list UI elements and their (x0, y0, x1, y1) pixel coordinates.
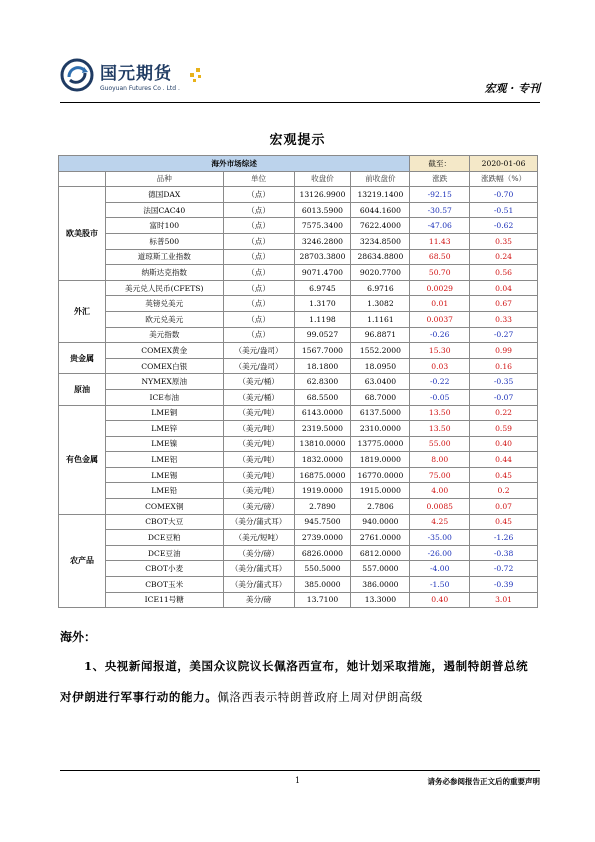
prev-close-cell: 9020.7700 (351, 265, 410, 281)
unit-cell: （美元/吨） (223, 405, 294, 421)
page-number: 1 (294, 776, 301, 785)
prev-close-cell: 940.0000 (351, 514, 410, 530)
table-row (59, 483, 538, 499)
close-price-cell: 16875.0000 (294, 467, 351, 483)
change-cell: 50.70 (410, 265, 470, 281)
table-row (59, 343, 538, 359)
unit-cell: （点） (223, 296, 294, 312)
change-pct-cell: 0.67 (470, 296, 538, 312)
close-price-cell: 6.9745 (294, 280, 351, 296)
table-row (59, 280, 538, 296)
table-row (59, 218, 538, 234)
instrument-cell: 美元指数 (105, 327, 223, 343)
change-cell: 0.0085 (410, 499, 470, 515)
close-price-cell: 2739.0000 (294, 530, 351, 546)
unit-cell: （美元/磅） (223, 499, 294, 515)
change-cell: -26.00 (410, 545, 470, 561)
category-cell: 欧美股市 (59, 187, 106, 281)
column-header: 品种 (105, 171, 223, 187)
change-cell: 11.43 (410, 233, 470, 249)
unit-cell: （美分/蒲式耳） (223, 577, 294, 593)
close-price-cell: 13126.9900 (294, 187, 351, 203)
instrument-cell: DCE豆油 (105, 545, 223, 561)
unit-cell: （点） (223, 327, 294, 343)
instrument-cell: CBOT小麦 (105, 561, 223, 577)
instrument-cell: 法国CAC40 (105, 202, 223, 218)
instrument-cell: LME镍 (105, 436, 223, 452)
paragraph-bold-text: 1、央视新闻报道，美国众议院议长佩洛西宣布，她计划采取措施，遏制特朗普总统对伊朗进行军事行动的能力。 (60, 659, 529, 704)
change-pct-cell: -0.07 (470, 389, 538, 405)
change-cell: 68.50 (410, 249, 470, 265)
instrument-cell: LME铅 (105, 483, 223, 499)
close-price-cell: 550.5000 (294, 561, 351, 577)
prev-close-cell: 6044.1600 (351, 202, 410, 218)
prev-close-cell: 1.1161 (351, 311, 410, 327)
close-price-cell: 1567.7000 (294, 343, 351, 359)
change-pct-cell: 0.59 (470, 421, 538, 437)
close-price-cell: 13810.0000 (294, 436, 351, 452)
unit-cell: （美分/磅） (223, 545, 294, 561)
close-price-cell: 68.5500 (294, 389, 351, 405)
change-cell: 55.00 (410, 436, 470, 452)
table-row (59, 265, 538, 281)
close-price-cell: 3246.2800 (294, 233, 351, 249)
change-pct-cell: 3.01 (470, 592, 538, 608)
change-pct-cell: 0.56 (470, 265, 538, 281)
prev-close-cell: 2310.0000 (351, 421, 410, 437)
instrument-cell: LME锡 (105, 467, 223, 483)
unit-cell: （美分/蒲式耳） (223, 561, 294, 577)
logo-cn-text: 国元期货 (100, 63, 172, 84)
table-row (59, 405, 538, 421)
prev-close-cell: 68.7000 (351, 389, 410, 405)
table-row (59, 296, 538, 312)
change-pct-cell: -0.39 (470, 577, 538, 593)
prev-close-cell: 2.7806 (351, 499, 410, 515)
close-price-cell: 7575.3400 (294, 218, 351, 234)
change-pct-cell: 0.33 (470, 311, 538, 327)
unit-cell: （点） (223, 218, 294, 234)
change-pct-cell: -0.51 (470, 202, 538, 218)
page-title: 宏观提示 (269, 133, 326, 148)
change-cell: -4.00 (410, 561, 470, 577)
prev-close-cell: 13.3000 (351, 592, 410, 608)
close-price-cell: 6143.0000 (294, 405, 351, 421)
table-row (59, 577, 538, 593)
instrument-cell: CBOT大豆 (105, 514, 223, 530)
close-price-cell: 13.7100 (294, 592, 351, 608)
close-price-cell: 18.1800 (294, 358, 351, 374)
instrument-cell: LME铜 (105, 405, 223, 421)
instrument-cell: LME铝 (105, 452, 223, 468)
unit-cell: （美元/吨） (223, 421, 294, 437)
unit-cell: （美元/盎司） (223, 343, 294, 359)
instrument-cell: COMEX黄金 (105, 343, 223, 359)
header-blank-cell (59, 171, 106, 187)
header-divider (60, 102, 540, 103)
column-header: 前收盘价 (351, 171, 410, 187)
instrument-cell: 富时100 (105, 218, 223, 234)
column-header: 涨跌 (410, 171, 470, 187)
prev-close-cell: 557.0000 (351, 561, 410, 577)
change-pct-cell: 0.16 (470, 358, 538, 374)
instrument-cell: COMEX白银 (105, 358, 223, 374)
prev-close-cell: 16770.0000 (351, 467, 410, 483)
date-value: 2020-01-06 (470, 156, 538, 172)
prev-close-cell: 13219.1400 (351, 187, 410, 203)
table-row (59, 311, 538, 327)
change-cell: 0.40 (410, 592, 470, 608)
body-paragraph (60, 651, 540, 713)
change-cell: 13.50 (410, 421, 470, 437)
unit-cell: （点） (223, 249, 294, 265)
close-price-cell: 1.1198 (294, 311, 351, 327)
column-header: 单位 (223, 171, 294, 187)
section-heading: 海外： (60, 630, 97, 644)
close-price-cell: 28703.3800 (294, 249, 351, 265)
table-row (59, 389, 538, 405)
close-price-cell: 945.7500 (294, 514, 351, 530)
close-price-cell: 1832.0000 (294, 452, 351, 468)
table-row (59, 545, 538, 561)
instrument-cell: 欧元兑美元 (105, 311, 223, 327)
change-pct-cell: 0.2 (470, 483, 538, 499)
change-cell: -30.57 (410, 202, 470, 218)
column-header: 收盘价 (294, 171, 351, 187)
unit-cell: （美元/桶） (223, 374, 294, 390)
change-cell: 4.00 (410, 483, 470, 499)
table-row (59, 233, 538, 249)
table-row (59, 530, 538, 546)
change-pct-cell: 0.40 (470, 436, 538, 452)
prev-close-cell: 386.0000 (351, 577, 410, 593)
change-cell: -1.50 (410, 577, 470, 593)
prev-close-cell: 1552.2000 (351, 343, 410, 359)
instrument-cell: CBOT玉米 (105, 577, 223, 593)
change-pct-cell: 0.99 (470, 343, 538, 359)
unit-cell: （点） (223, 311, 294, 327)
unit-cell: （美元/短吨） (223, 530, 294, 546)
prev-close-cell: 96.8871 (351, 327, 410, 343)
change-cell: -35.00 (410, 530, 470, 546)
category-cell: 有色金属 (59, 405, 106, 514)
close-price-cell: 6013.5900 (294, 202, 351, 218)
logo-en-text: Guoyuan Futures Co . Ltd . (100, 84, 180, 92)
change-pct-cell: 0.35 (470, 233, 538, 249)
prev-close-cell: 3234.8500 (351, 233, 410, 249)
market-summary-table (58, 155, 538, 608)
change-pct-cell: 0.04 (470, 280, 538, 296)
change-pct-cell: 0.44 (470, 452, 538, 468)
unit-cell: （美元/吨） (223, 452, 294, 468)
prev-close-cell: 1915.0000 (351, 483, 410, 499)
unit-cell: （点） (223, 280, 294, 296)
table-row (59, 499, 538, 515)
table-row (59, 436, 538, 452)
unit-cell: （美元/吨） (223, 436, 294, 452)
table-row (59, 374, 538, 390)
prev-close-cell: 7622.4000 (351, 218, 410, 234)
change-cell: -0.05 (410, 389, 470, 405)
table-row (59, 592, 538, 608)
table-row (59, 421, 538, 437)
company-logo (60, 58, 204, 92)
prev-close-cell: 6.9716 (351, 280, 410, 296)
unit-cell: （点） (223, 233, 294, 249)
change-pct-cell: -0.62 (470, 218, 538, 234)
table-title-row (59, 156, 538, 172)
unit-cell: （点） (223, 187, 294, 203)
category-cell: 外汇 (59, 280, 106, 342)
change-pct-cell: -0.38 (470, 545, 538, 561)
instrument-cell: DCE豆粕 (105, 530, 223, 546)
page-header (60, 58, 540, 104)
category-cell: 原油 (59, 374, 106, 405)
change-cell: -0.22 (410, 374, 470, 390)
change-cell: 4.25 (410, 514, 470, 530)
close-price-cell: 2319.5000 (294, 421, 351, 437)
change-cell: -0.26 (410, 327, 470, 343)
unit-cell: （美元/吨） (223, 483, 294, 499)
unit-cell: （美元/桶） (223, 389, 294, 405)
change-cell: -47.06 (410, 218, 470, 234)
prev-close-cell: 63.0400 (351, 374, 410, 390)
instrument-cell: 德国DAX (105, 187, 223, 203)
table-row (59, 561, 538, 577)
unit-cell: （美分/蒲式耳） (223, 514, 294, 530)
prev-close-cell: 6812.0000 (351, 545, 410, 561)
change-cell: 8.00 (410, 452, 470, 468)
prev-close-cell: 18.0950 (351, 358, 410, 374)
unit-cell: （美元/吨） (223, 467, 294, 483)
instrument-cell: 美元兑人民币(CFETS) (105, 280, 223, 296)
instrument-cell: 道琼斯工业指数 (105, 249, 223, 265)
change-pct-cell: -0.35 (470, 374, 538, 390)
date-label: 截至： (410, 156, 470, 172)
change-pct-cell: -1.26 (470, 530, 538, 546)
change-pct-cell: 0.45 (470, 467, 538, 483)
instrument-cell: ICE布油 (105, 389, 223, 405)
prev-close-cell: 1819.0000 (351, 452, 410, 468)
table-row (59, 514, 538, 530)
change-pct-cell: -0.72 (470, 561, 538, 577)
instrument-cell: 纳斯达克指数 (105, 265, 223, 281)
table-row (59, 452, 538, 468)
table-row (59, 249, 538, 265)
unit-cell: （点） (223, 265, 294, 281)
prev-close-cell: 13775.0000 (351, 436, 410, 452)
prev-close-cell: 2761.0000 (351, 530, 410, 546)
category-cell: 农产品 (59, 514, 106, 608)
close-price-cell: 9071.4700 (294, 265, 351, 281)
instrument-cell: 英镑兑美元 (105, 296, 223, 312)
change-cell: 0.0029 (410, 280, 470, 296)
table-row (59, 187, 538, 203)
close-price-cell: 62.8300 (294, 374, 351, 390)
logo-dots-icon (186, 66, 204, 84)
table-title: 海外市场综述 (59, 156, 410, 172)
prev-close-cell: 6137.5000 (351, 405, 410, 421)
unit-cell: 美分/磅 (223, 592, 294, 608)
close-price-cell: 385.0000 (294, 577, 351, 593)
table-header-row (59, 171, 538, 187)
table-row (59, 202, 538, 218)
unit-cell: （美元/盎司） (223, 358, 294, 374)
logo-mark-icon (60, 58, 94, 92)
change-pct-cell: 0.24 (470, 249, 538, 265)
change-pct-cell: 0.22 (470, 405, 538, 421)
change-pct-cell: 0.45 (470, 514, 538, 530)
table-row (59, 327, 538, 343)
instrument-cell: ICE11号糖 (105, 592, 223, 608)
change-cell: 75.00 (410, 467, 470, 483)
close-price-cell: 1.3170 (294, 296, 351, 312)
paragraph-text: 佩洛西表示特朗普政府上周对伊朗高级 (217, 690, 424, 704)
change-pct-cell: -0.70 (470, 187, 538, 203)
instrument-cell: COMEX铜 (105, 499, 223, 515)
table-row (59, 467, 538, 483)
close-price-cell: 99.0527 (294, 327, 351, 343)
footer-divider (60, 770, 540, 771)
change-cell: 13.50 (410, 405, 470, 421)
change-cell: 0.01 (410, 296, 470, 312)
prev-close-cell: 1.3082 (351, 296, 410, 312)
change-cell: 0.03 (410, 358, 470, 374)
change-cell: 15.30 (410, 343, 470, 359)
close-price-cell: 2.7890 (294, 499, 351, 515)
close-price-cell: 6826.0000 (294, 545, 351, 561)
prev-close-cell: 28634.8800 (351, 249, 410, 265)
disclaimer-note: 请务必参阅报告正文后的重要声明 (427, 777, 540, 786)
change-cell: 0.0037 (410, 311, 470, 327)
change-pct-cell: -0.27 (470, 327, 538, 343)
table-row (59, 358, 538, 374)
instrument-cell: NYMEX原油 (105, 374, 223, 390)
unit-cell: （点） (223, 202, 294, 218)
instrument-cell: 标普500 (105, 233, 223, 249)
instrument-cell: LME锌 (105, 421, 223, 437)
category-cell: 贵金属 (59, 343, 106, 374)
report-type-label: 宏观 · 专刊 (484, 82, 540, 95)
change-pct-cell: 0.07 (470, 499, 538, 515)
close-price-cell: 1919.0000 (294, 483, 351, 499)
change-cell: -92.15 (410, 187, 470, 203)
column-header: 涨跌幅（%） (470, 171, 538, 187)
